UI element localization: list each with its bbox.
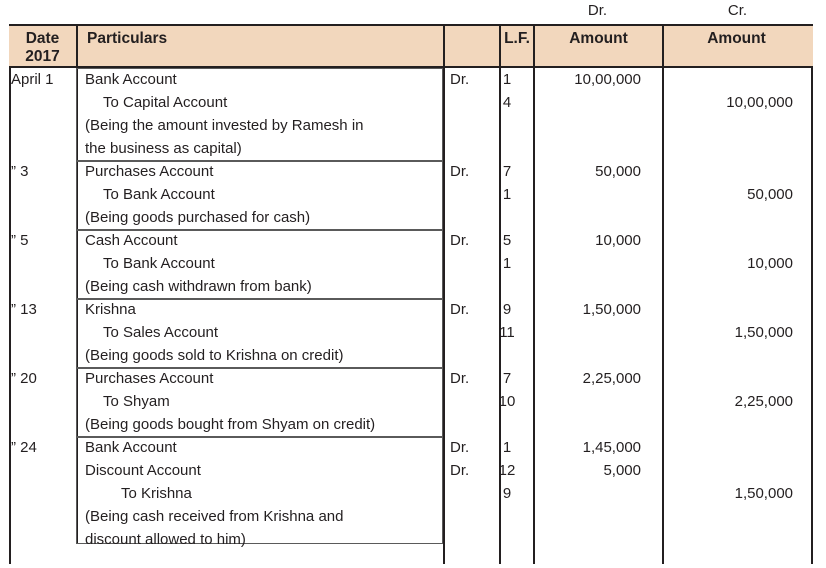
cell-amount-credit: 10,000 (747, 255, 793, 272)
table-row (0, 229, 826, 252)
cell-amount-credit: 1,50,000 (734, 485, 793, 502)
journal-entry (0, 367, 826, 436)
table-row (0, 459, 826, 482)
column-header-particulars: Particulars (76, 26, 443, 66)
table-row (0, 275, 826, 298)
cell-amount-credit: 50,000 (747, 186, 793, 203)
table-row (0, 206, 826, 229)
credit-column-caption: Cr. (727, 2, 748, 19)
journal-entry (0, 436, 826, 551)
column-header-date-label: Date (25, 30, 60, 47)
cell-particulars: discount allowed to him) (85, 531, 246, 548)
cell-lf: 9 (502, 485, 512, 502)
table-row (0, 505, 826, 528)
journal-entry (0, 68, 826, 160)
table-row (0, 321, 826, 344)
cell-amount-debit: 1,50,000 (582, 301, 641, 318)
cell-particulars: Krishna (85, 301, 136, 318)
cell-drcr: Dr. (450, 439, 470, 456)
cell-date: ” 5 (11, 232, 29, 249)
journal-entry (0, 160, 826, 229)
cell-drcr: Dr. (450, 232, 470, 249)
column-header-drcr (443, 26, 499, 66)
cell-particulars: (Being the amount invested by Ramesh in (85, 117, 364, 134)
cell-particulars: To Bank Account (103, 186, 215, 203)
cell-particulars: Bank Account (85, 71, 177, 88)
cell-date: ” 3 (11, 163, 29, 180)
cell-drcr: Dr. (450, 462, 470, 479)
table-row (0, 367, 826, 390)
journal-entry (0, 298, 826, 367)
cell-date: April 1 (11, 71, 54, 88)
cell-particulars: (Being goods sold to Krishna on credit) (85, 347, 344, 364)
cell-particulars: Purchases Account (85, 163, 214, 180)
table-row (0, 482, 826, 505)
column-header-date (9, 26, 76, 66)
debit-column-caption: Dr. (587, 2, 608, 19)
cell-amount-debit: 10,00,000 (574, 71, 641, 88)
cell-amount-debit: 5,000 (603, 462, 641, 479)
table-row (0, 137, 826, 160)
cell-particulars: (Being cash withdrawn from bank) (85, 278, 312, 295)
column-header-amount-debit: Amount (533, 26, 662, 66)
cell-date: ” 24 (11, 439, 37, 456)
table-row (0, 436, 826, 459)
cell-particulars: To Sales Account (103, 324, 219, 341)
cell-particulars: Purchases Account (85, 370, 214, 387)
cell-particulars: Bank Account (85, 439, 177, 456)
table-row (0, 413, 826, 436)
cell-amount-debit: 50,000 (595, 163, 641, 180)
table-row (0, 344, 826, 367)
table-row (0, 252, 826, 275)
cell-particulars: (Being goods purchased for cash) (85, 209, 311, 226)
cell-amount-debit: 2,25,000 (582, 370, 641, 387)
cell-particulars: To Bank Account (103, 255, 215, 272)
cell-date: ” 20 (11, 370, 37, 387)
cell-particulars: the business as capital) (85, 140, 242, 157)
table-row (0, 160, 826, 183)
cell-particulars: To Krishna (121, 485, 192, 502)
cell-amount-credit: 1,50,000 (734, 324, 793, 341)
table-row (0, 298, 826, 321)
column-header-amount-credit: Amount (662, 26, 809, 66)
cell-date: ” 13 (11, 301, 37, 318)
table-row (0, 183, 826, 206)
cell-particulars: Cash Account (85, 232, 178, 249)
cell-lf: 12 (498, 462, 516, 479)
cell-lf: 11 (499, 324, 515, 341)
cell-drcr: Dr. (450, 71, 470, 88)
table-row (0, 68, 826, 91)
cell-lf: 10 (498, 393, 516, 410)
cell-particulars: (Being cash received from Krishna and (85, 508, 344, 525)
cell-particulars: Discount Account (85, 462, 201, 479)
cell-amount-debit: 1,45,000 (582, 439, 641, 456)
table-row (0, 91, 826, 114)
cell-lf: 5 (502, 232, 512, 249)
cell-drcr: Dr. (450, 301, 470, 318)
cell-lf: 4 (502, 94, 512, 111)
table-header-row (9, 24, 813, 68)
journal-entry (0, 229, 826, 298)
cell-particulars: To Capital Account (103, 94, 228, 111)
cell-lf: 1 (502, 71, 512, 88)
cell-amount-credit: 2,25,000 (734, 393, 793, 410)
journal-entries (0, 68, 826, 551)
cell-amount-debit: 10,000 (595, 232, 641, 249)
cell-particulars: To Shyam (103, 393, 170, 410)
cell-lf: 1 (502, 255, 512, 272)
cell-drcr: Dr. (450, 370, 470, 387)
cell-lf: 1 (502, 439, 512, 456)
cell-amount-credit: 10,00,000 (726, 94, 793, 111)
table-row (0, 114, 826, 137)
cell-lf: 1 (502, 186, 512, 203)
cell-particulars: (Being goods bought from Shyam on credit) (85, 416, 376, 433)
column-header-date-year: 2017 (25, 48, 60, 65)
cell-lf: 7 (502, 163, 512, 180)
table-row (0, 390, 826, 413)
cell-lf: 9 (502, 301, 512, 318)
table-row (0, 528, 826, 551)
column-header-lf: L.F. (499, 26, 533, 66)
cell-lf: 7 (502, 370, 512, 387)
cell-drcr: Dr. (450, 163, 470, 180)
